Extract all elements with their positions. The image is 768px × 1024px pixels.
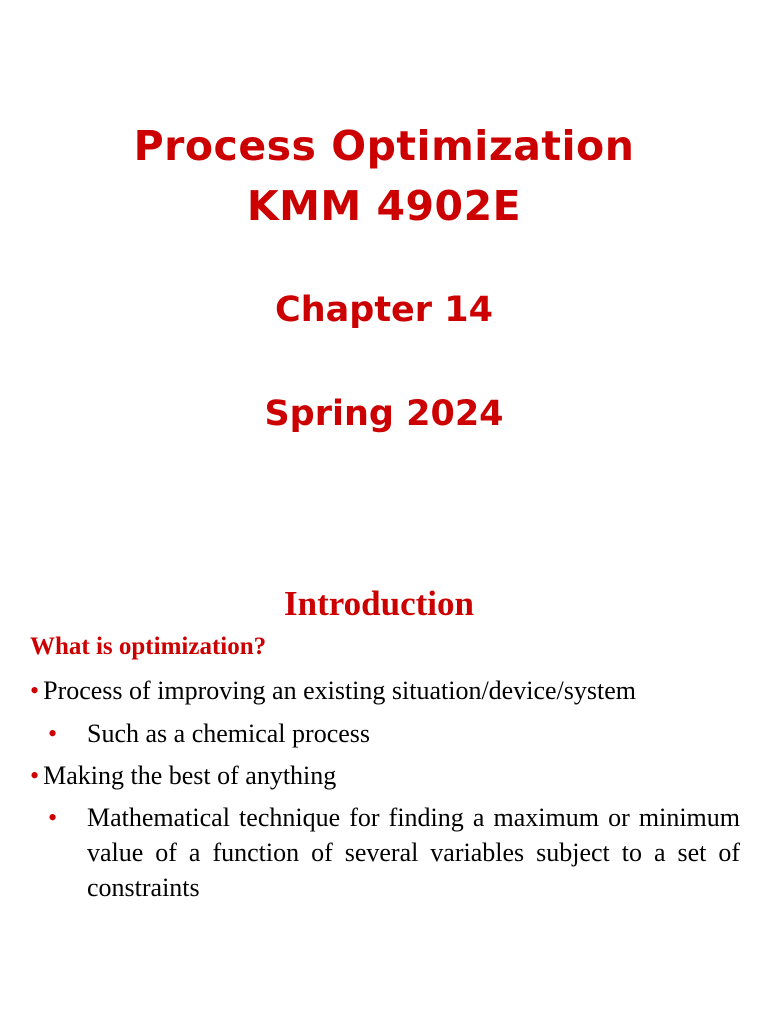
course-code: KMM 4902E — [246, 182, 522, 230]
sub-bullet-text: Mathematical technique for finding a maximum or minimum value of a function of several variables subject to a set of constraints — [87, 803, 740, 902]
sub-bullet-item — [48, 800, 742, 910]
chapter-label: Chapter 14 — [275, 290, 493, 330]
bullet-dot-icon: • — [48, 803, 58, 832]
course-title: Process Optimization — [133, 122, 635, 170]
slide-heading: Introduction — [284, 584, 474, 623]
bullet-item — [30, 674, 636, 708]
bullet-dot-icon: • — [30, 761, 40, 790]
bullet-dot-icon: • — [30, 676, 40, 705]
semester-label: Spring 2024 — [264, 394, 504, 434]
sub-bullet-text: Such as a chemical process — [87, 719, 371, 748]
question-heading: What is optimization? — [30, 633, 267, 660]
bullet-text: Making the best of anything — [43, 761, 337, 790]
sub-bullet-item — [48, 716, 738, 752]
bullet-item — [30, 759, 336, 793]
bullet-dot-icon: • — [48, 719, 58, 748]
bullet-text: Process of improving an existing situation/device/system — [43, 676, 636, 705]
